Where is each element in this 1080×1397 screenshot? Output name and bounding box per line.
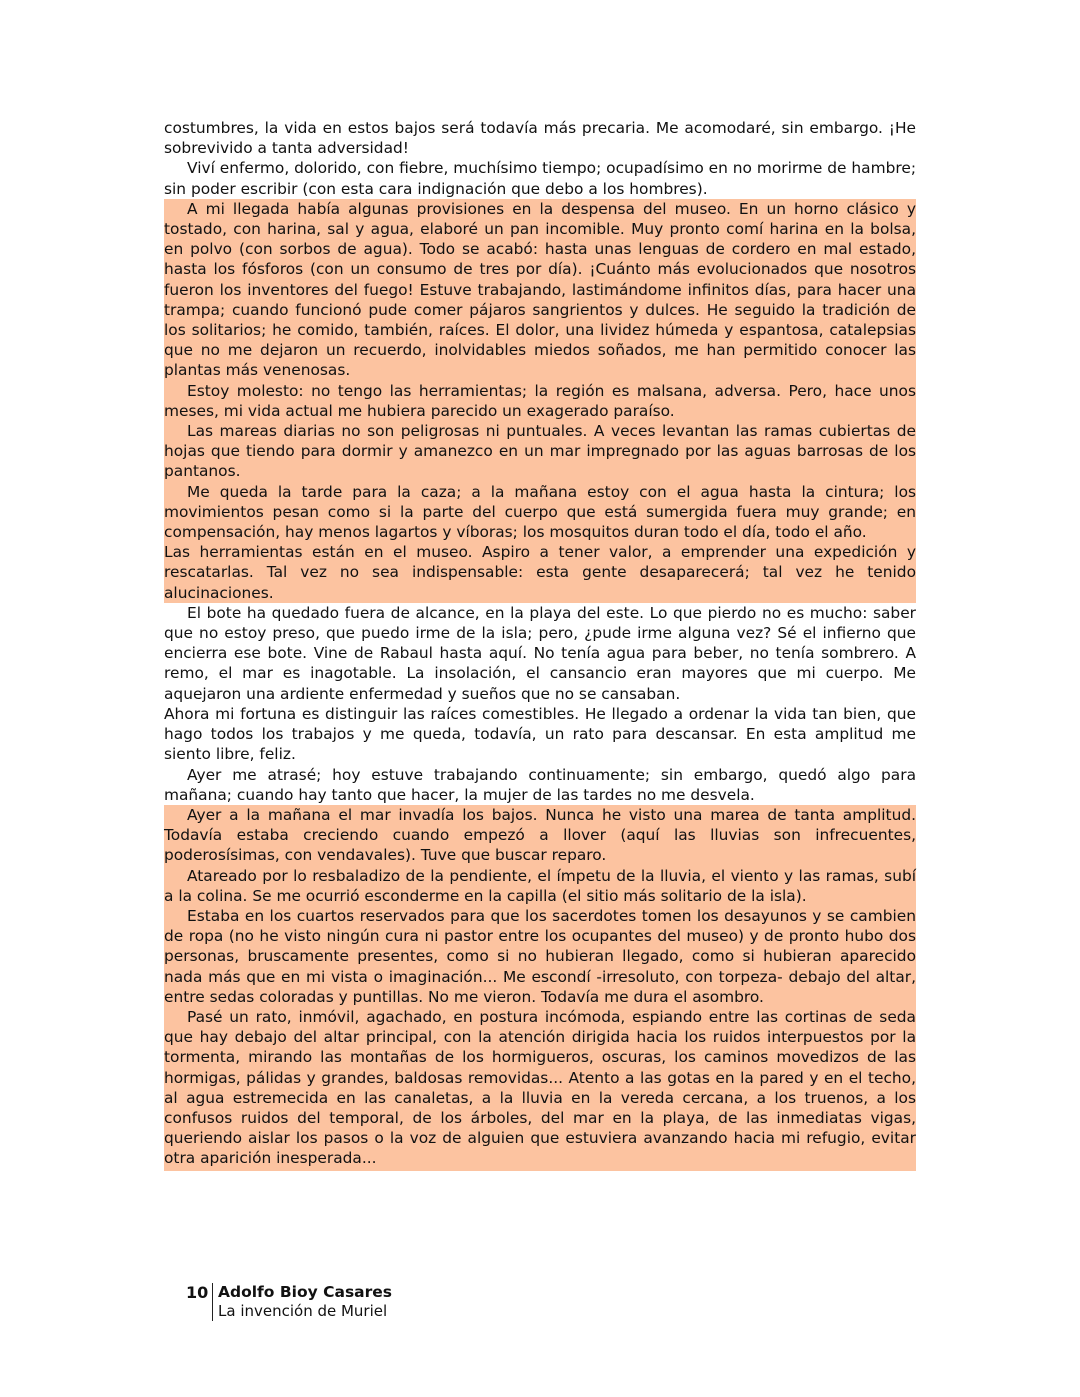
highlighted-paragraph: Las herramientas están en el museo. Aspiro a tener valor, a emprender una expedición y rescatarlas. Tal vez no sea indispensable: esta gente desaparecerá; tal vez he tenido alucinaciones. [164,543,916,602]
highlighted-paragraph: A mi llegada había algunas provisiones en la despensa del museo. En un horno clásico y tostado, con harina, sal y agua, elaboré un pan incomible. Muy pronto comí harina en la bolsa, en polvo (con sorbos de agua). Todo se acabó: hasta unas lenguas de cordero en mal estado, hasta los fósforos (con un consumo de tres por día). ¡Cuánto más evolucionados que nosotros fueron los inventores del fuego! Estuve trabajando, lastimándome infinitos días, para hacer una trampa; cuando funcionó pude comer pájaros sangrientos y dulces. He seguido la tradición de los solitarios; he comido, también, raíces. El dolor, una lividez húmeda y espantosa, catalepsias que no me dejaron un recuerdo, inolvidables miedos soñados, me han permitido conocer las plantas más venenosas. [164,199,916,380]
highlighted-paragraph: Estoy molesto: no tengo las herramientas; la región es malsana, adversa. Pero, hace unos meses, mi vida actual me hubiera parecido un exagerado paraíso. [164,381,916,420]
highlighted-paragraph: Ayer a la mañana el mar invadía los bajos. Nunca he visto una marea de tanta amplitud. Todavía estaba creciendo cuando empezó a llover (aquí las lluvias son infrecuentes, poderosísimas, con vendavales). Tuve que buscar reparo. [164,805,916,865]
page-body [164,118,916,1169]
author-name: Adolfo Bioy Casares [218,1283,393,1301]
highlighted-paragraph: Las mareas diarias no son peligrosas ni puntuales. A veces levantan las ramas cubiertas de hojas que tiendo para dormir y amanezco en un mar impregnado por las aguas barrosas de los pantanos. [164,422,916,481]
paragraph: El bote ha quedado fuera de alcance, en la playa del este. Lo que pierdo no es mucho: saber que no estoy preso, que puedo irme de la isla; pero, ¿pude irme alguna vez? Sé el infierno que encierra ese bote. Vine de Rabaul hasta aquí. No tenía agua para beber, no tenía sombrero. A remo, el mar es inagotable. La insolación, el cansancio eran mayores que mi cuerpo. Me aquejaron una ardiente enfermedad y sueños que no se cansaban. [164,603,916,703]
footer-divider [212,1283,213,1321]
page-number: 10 [186,1283,209,1302]
paragraph: Viví enfermo, dolorido, con fiebre, muchísimo tiempo; ocupadísimo en no morirme de hambre; sin poder escribir (con esta cara indignación que debo a los hombres). [164,159,916,198]
highlighted-paragraph: Me queda la tarde para la caza; a la mañana estoy con el agua hasta la cintura; los movimientos pesan como si la parte del cuerpo que está sumergida fuera muy grande; en compensación, hay menos lagartos y víboras; los mosquitos duran todo el día, todo el año. [164,482,916,542]
highlighted-paragraph: Pasé un rato, inmóvil, agachado, en postura incómoda, espiando entre las cortinas de seda que hay debajo del altar principal, con la atención dirigida hacia los ruidos interpuestos por la tormenta, mirando las montañas de los hormigueros, oscuras, los caminos movedizos de las hormigas, pálidas y grandes, baldosas removidas... Atento a las gotas en la pared y en el techo, al agua estremecida en las canaletas, a la lluvia en la vereda cercana, a los truenos, a los confusos ruidos del temporal, de los árboles, del mar en la playa, de las inmediatas vigas, queriendo aislar los pasos o la voz de alguien que estuviera avanzando hacia mi refugio, evitar otra aparición inesperada... [164,1007,916,1171]
book-title: La invención de Muriel [218,1302,388,1320]
paragraph: Ahora mi fortuna es distinguir las raíces comestibles. He llegado a ordenar la vida tan bien, que hago todos los trabajos y me queda, todavía, un rato para descansar. En esta amplitud me siento libre, feliz. [164,704,916,764]
paragraph: costumbres, la vida en estos bajos será todavía más precaria. Me acomodaré, sin embargo. ¡He sobrevivido a tanta adversidad! [164,119,916,158]
paragraph: Ayer me atrasé; hoy estuve trabajando continuamente; sin embargo, quedó algo para mañana; cuando hay tanto que hacer, la mujer de las tardes no me desvela. [164,765,916,804]
highlighted-paragraph: Estaba en los cuartos reservados para que los sacerdotes tomen los desayunos y se cambien de ropa (no he visto ningún cura ni pastor entre los ocupantes del museo) y de pronto hubo dos personas, bruscamente presentes, como si no hubieran llegado, como si hubieran aparecido nada más que en mi vista o imaginación... Me escondí -irresoluto, con torpeza- debajo del altar, entre sedas coloradas y puntillas. No me vieron. Todavía me dura el asombro. [164,906,916,1006]
highlighted-paragraph: Atareado por lo resbaladizo de la pendiente, el ímpetu de la lluvia, el viento y las ramas, subí a la colina. Se me ocurrió esconderme en la capilla (el sitio más solitario de la isla). [164,866,916,905]
